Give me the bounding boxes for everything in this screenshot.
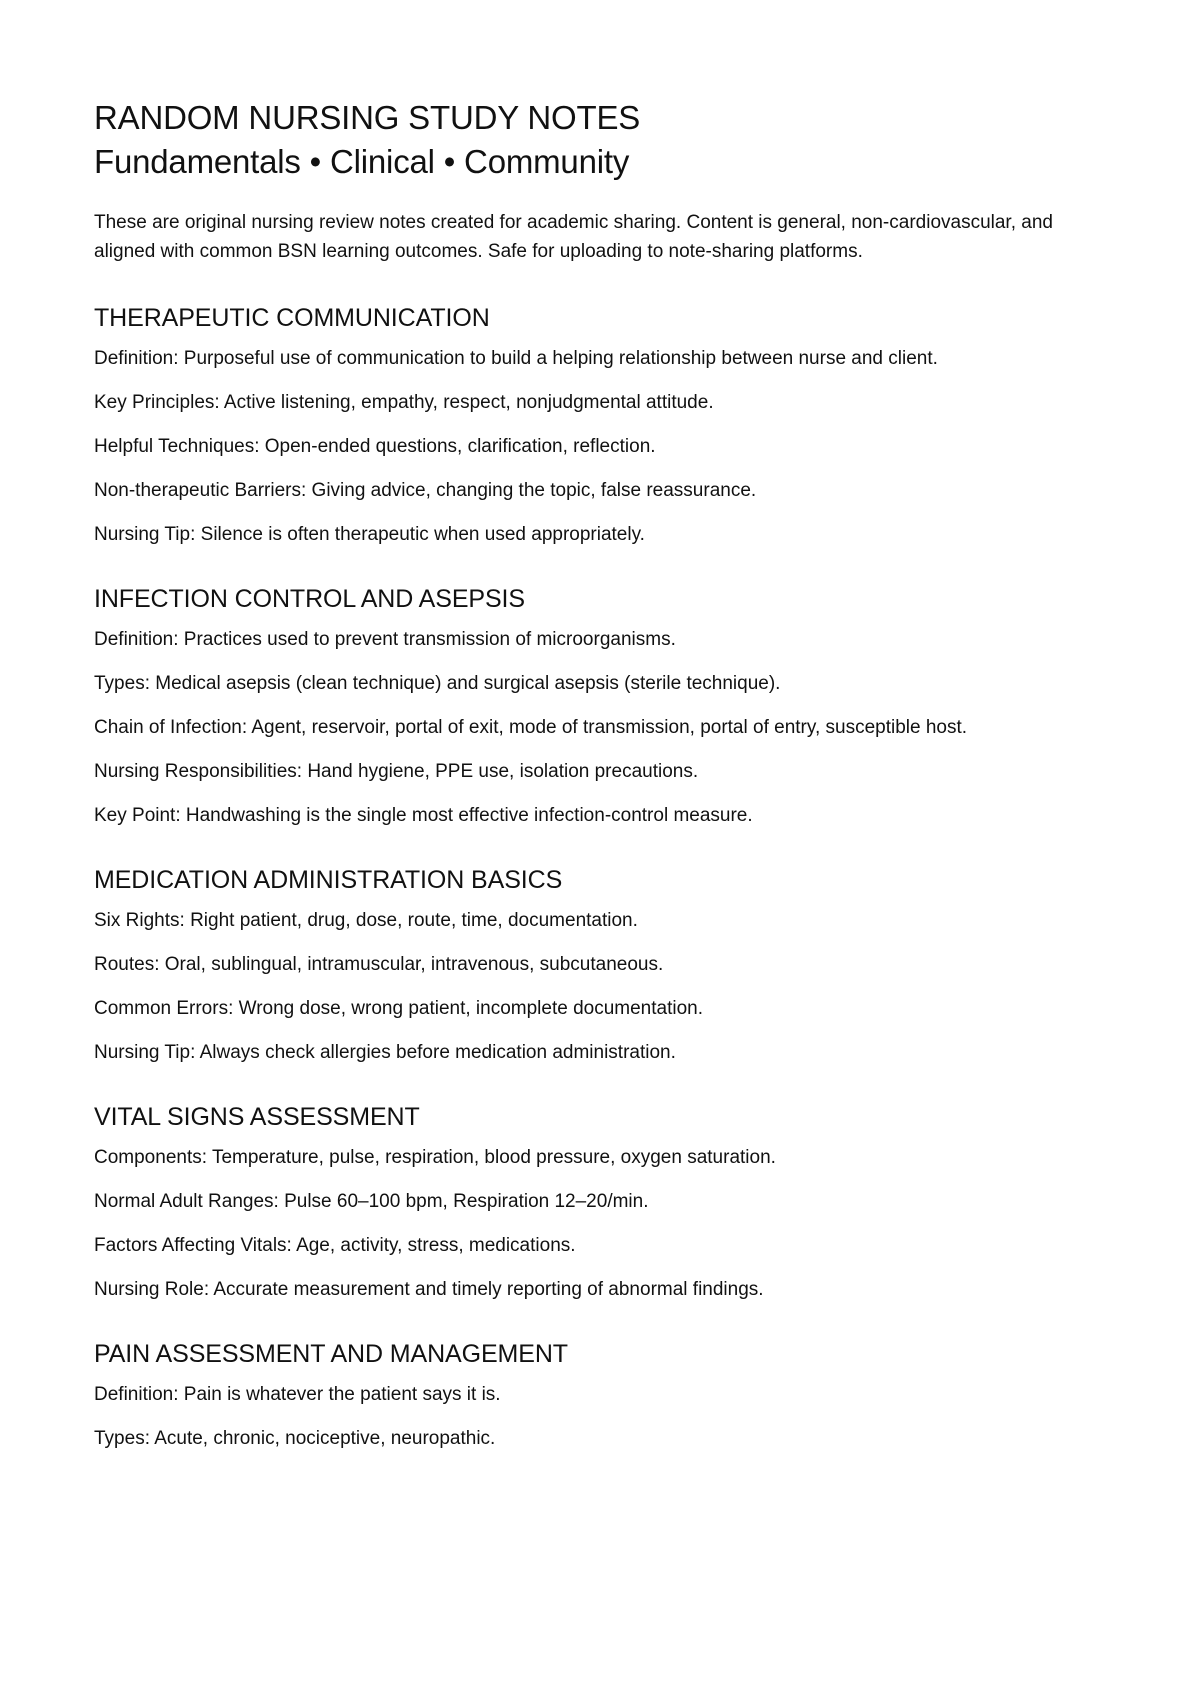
section-pain-assessment: [94, 1338, 1124, 1451]
note-line: Routes: Oral, sublingual, intramuscular, intravenous, subcutaneous.: [94, 954, 664, 975]
note-line: Key Point: Handwashing is the single most effective infection-control measure.: [94, 805, 753, 826]
note-line: Six Rights: Right patient, drug, dose, route, time, documentation.: [94, 910, 638, 931]
document-subtitle: Fundamentals • Clinical • Community: [94, 143, 630, 180]
section-medication-administration: [94, 864, 1124, 1065]
section-heading: MEDICATION ADMINISTRATION BASICS: [94, 866, 563, 894]
note-line: Normal Adult Ranges: Pulse 60–100 bpm, Respiration 12–20/min.: [94, 1191, 649, 1212]
note-line: Chain of Infection: Agent, reservoir, portal of exit, mode of transmission, portal of entry, susceptible host.: [94, 717, 968, 738]
note-line: Types: Acute, chronic, nociceptive, neuropathic.: [94, 1428, 496, 1449]
note-line: Types: Medical asepsis (clean technique) and surgical asepsis (sterile technique).: [94, 673, 781, 694]
note-line: Key Principles: Active listening, empathy, respect, nonjudgmental attitude.: [94, 392, 714, 413]
note-line: Nursing Responsibilities: Hand hygiene, PPE use, isolation precautions.: [94, 761, 699, 782]
note-line: Nursing Role: Accurate measurement and timely reporting of abnormal findings.: [94, 1279, 764, 1300]
section-heading: INFECTION CONTROL AND ASEPSIS: [94, 585, 525, 613]
document-title: RANDOM NURSING STUDY NOTES: [94, 99, 641, 136]
section-infection-control: [94, 583, 1124, 828]
document-page: [94, 96, 1124, 1451]
note-line: Non-therapeutic Barriers: Giving advice, changing the topic, false reassurance.: [94, 480, 757, 501]
note-line: Factors Affecting Vitals: Age, activity, stress, medications.: [94, 1235, 576, 1256]
section-heading: THERAPEUTIC COMMUNICATION: [94, 304, 490, 332]
section-heading: PAIN ASSESSMENT AND MANAGEMENT: [94, 1340, 568, 1368]
note-line: Nursing Tip: Always check allergies before medication administration.: [94, 1042, 676, 1063]
note-line: Definition: Purposeful use of communication to build a helping relationship between nurse and client.: [94, 348, 938, 369]
note-line: Definition: Pain is whatever the patient says it is.: [94, 1384, 501, 1405]
note-line: Components: Temperature, pulse, respiration, blood pressure, oxygen saturation.: [94, 1147, 776, 1168]
note-line: Nursing Tip: Silence is often therapeutic when used appropriately.: [94, 524, 645, 545]
section-heading: VITAL SIGNS ASSESSMENT: [94, 1103, 420, 1131]
section-therapeutic-communication: [94, 302, 1124, 547]
note-line: Common Errors: Wrong dose, wrong patient, incomplete documentation.: [94, 998, 704, 1019]
note-line: Helpful Techniques: Open-ended questions, clarification, reflection.: [94, 436, 656, 457]
note-line: Definition: Practices used to prevent transmission of microorganisms.: [94, 629, 676, 650]
intro-paragraph: These are original nursing review notes created for academic sharing. Content is general, non-cardiovascular, and aligned with common BSN learning outcomes. Safe for uploading to note-sharing platforms.: [94, 212, 1053, 262]
section-vital-signs: [94, 1101, 1124, 1302]
